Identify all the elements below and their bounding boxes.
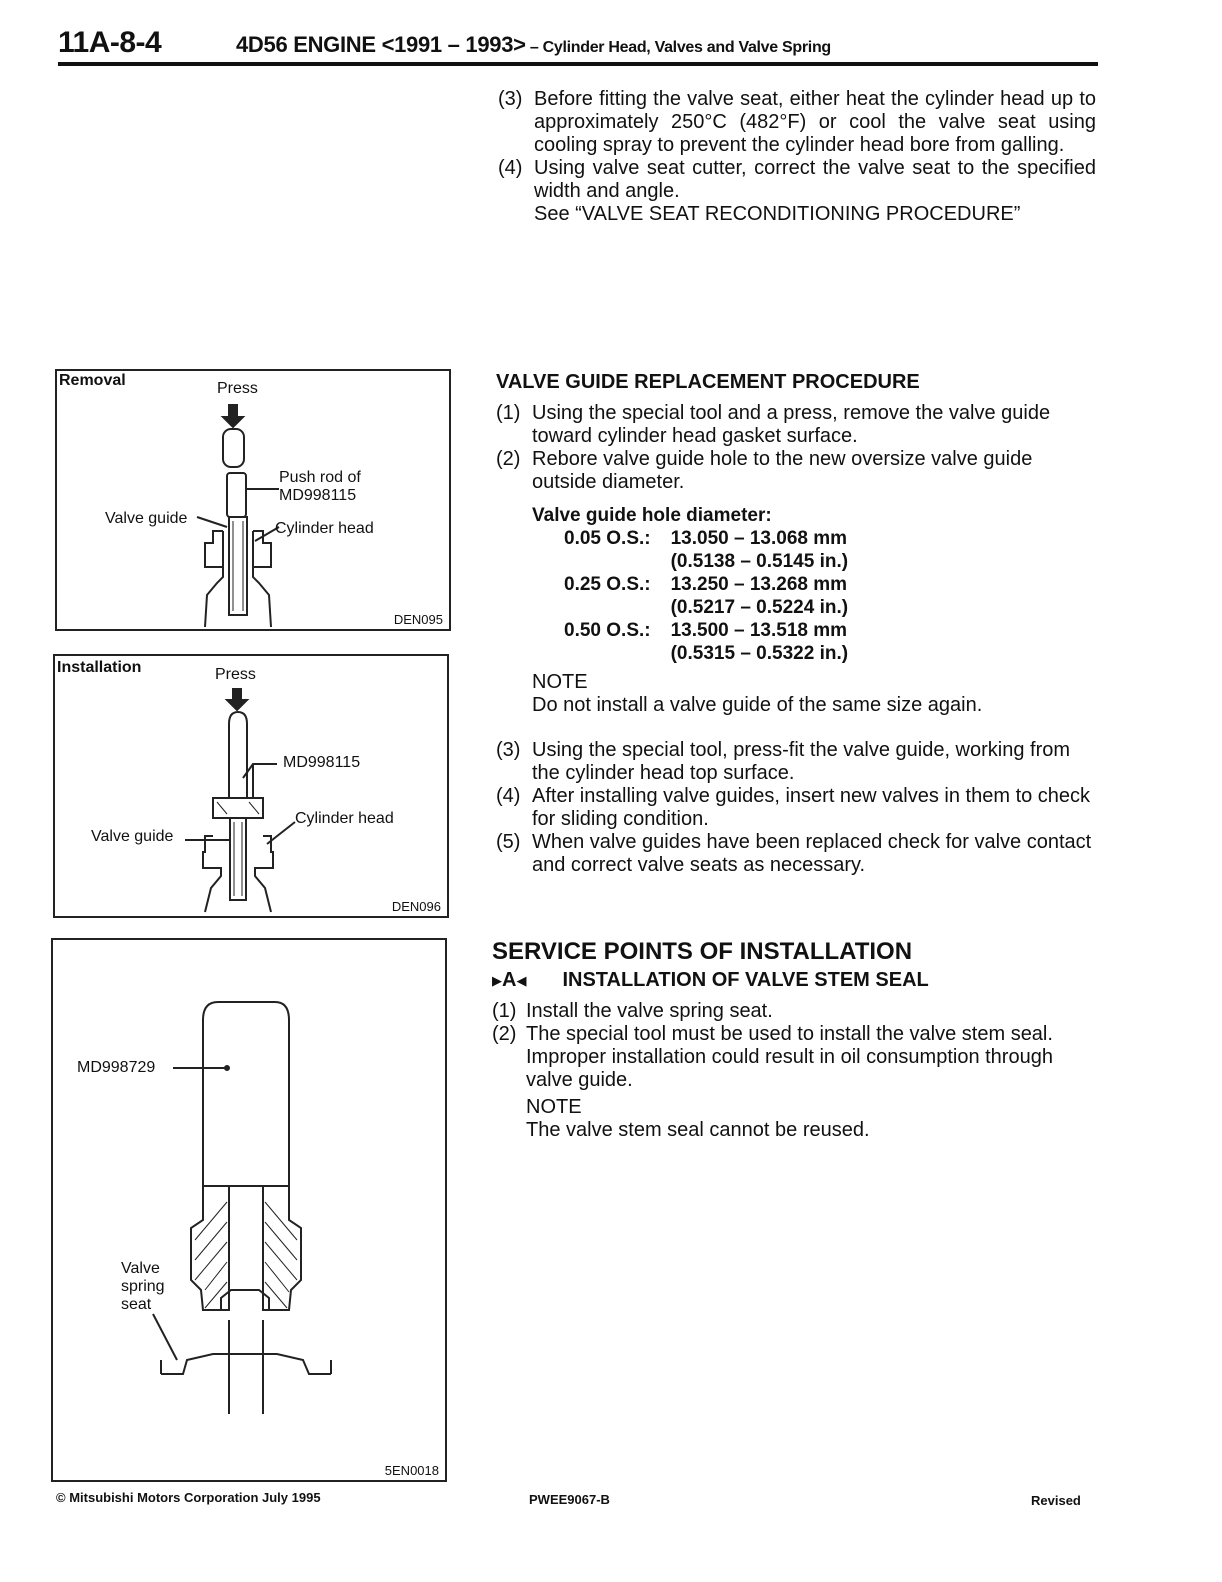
figure-code: 5EN0018 [384, 1463, 439, 1478]
stem-seal-illustration [53, 940, 445, 1480]
seat-label-line: Valve [121, 1260, 160, 1277]
step-item [496, 402, 1094, 448]
cylinder-head-right [253, 531, 271, 627]
step-item [498, 88, 1096, 157]
push-rod-top [223, 429, 244, 467]
note-text: Do not install a valve guide of the same size again. [532, 694, 983, 716]
spec-title: Valve guide hole diameter: [532, 505, 772, 526]
valve-guide [229, 517, 247, 615]
cylinder-head-left [205, 531, 223, 627]
page-number: 11A-8-4 [58, 26, 162, 59]
valve-guide-section [496, 371, 1094, 877]
step-number: (5) [496, 831, 521, 853]
cylinder-head-leader [267, 822, 295, 844]
cylinder-head-label: Cylinder head [275, 520, 374, 537]
title-separator: – [525, 39, 543, 56]
engine-title: 4D56 ENGINE <1991 – 1993> [236, 32, 526, 57]
seat-label-line: spring [121, 1278, 165, 1295]
table-row [564, 619, 848, 665]
spec-value [671, 527, 848, 573]
step-number: (1) [492, 1000, 517, 1022]
spec-inch: (0.5315 – 0.5322 in.) [670, 643, 849, 664]
seat-label [121, 1260, 165, 1314]
figure-installation [53, 654, 449, 918]
note-label: NOTE [526, 1096, 582, 1118]
marker-letter: A [502, 969, 517, 991]
valve-guide [230, 818, 246, 900]
spec-size: 0.25 O.S.: [564, 574, 651, 595]
service-section [492, 940, 1092, 1142]
step-number: (4) [496, 785, 521, 807]
table-row [564, 573, 848, 619]
push-rod-label: Push rod of [279, 469, 361, 486]
see-reference: See “VALVE SEAT RECONDITIONING PROCEDURE” [534, 203, 1021, 225]
spec-block [496, 504, 1094, 717]
marker-badge [492, 969, 526, 992]
figure-code: DEN096 [391, 899, 441, 914]
figure-title: Installation [57, 659, 142, 676]
step-number: (3) [498, 88, 523, 110]
removal-illustration [57, 371, 449, 629]
cylinder-head-label: Cylinder head [295, 810, 394, 827]
step-item [496, 739, 1094, 785]
spec-size: 0.05 O.S.: [564, 528, 651, 549]
step-text: After installing valve guides, insert new valves in them to check for sliding condition. [532, 785, 1091, 830]
figure-removal [55, 369, 451, 631]
spec-mm: 13.050 – 13.068 mm [670, 528, 848, 549]
step-item [492, 1023, 1092, 1092]
press-arrow-icon [223, 405, 243, 427]
tool-label: MD998115 [283, 754, 361, 771]
tool-label: MD998115 [279, 487, 357, 504]
step-text: Rebore valve guide hole to the new oversize valve guide outside diameter. [532, 448, 1033, 493]
table-row [564, 527, 848, 573]
tool-shaft [229, 712, 247, 798]
press-arrow-icon [227, 689, 247, 710]
note-label: NOTE [532, 671, 588, 693]
step-text: The special tool must be used to install the valve stem seal. Improper installation could result in oil consumption through valve guide. [526, 1023, 1053, 1091]
step-item [492, 1000, 1092, 1023]
press-label: Press [215, 666, 256, 683]
tool-collar [213, 798, 263, 818]
step-item [496, 448, 1094, 494]
step-item [496, 831, 1094, 877]
valve-guide-label: Valve guide [91, 828, 174, 845]
collar-right [263, 1186, 301, 1310]
step-item [498, 157, 1096, 203]
cylinder-head-left [203, 836, 221, 912]
spec-mm: 13.500 – 13.518 mm [670, 620, 848, 641]
subheading: INSTALLATION OF VALVE STEM SEAL [562, 969, 929, 991]
figure-code: DEN095 [393, 612, 443, 627]
step-text: When valve guides have been replaced check for valve contact and correct valve seats as necessary. [532, 831, 1092, 876]
step-number: (2) [492, 1023, 517, 1045]
step-item [496, 785, 1094, 831]
step-number: (3) [496, 739, 521, 761]
spring-seat [161, 1354, 331, 1374]
figure-title: Removal [59, 372, 126, 389]
seat-label-line: seat [121, 1296, 152, 1313]
seat-leader [153, 1314, 177, 1360]
spec-mm: 13.250 – 13.268 mm [670, 574, 848, 595]
push-rod-lower [227, 473, 246, 517]
note-text: The valve stem seal cannot be reused. [526, 1119, 870, 1141]
cylinder-head-right [255, 836, 273, 912]
spec-table [564, 527, 848, 665]
spec-inch: (0.5217 – 0.5224 in.) [670, 597, 849, 618]
section-heading: SERVICE POINTS OF INSTALLATION [492, 938, 913, 965]
spec-value [671, 619, 848, 665]
marker-arrow-right-icon: ▶ [492, 973, 502, 988]
installation-illustration [55, 656, 447, 916]
step-text: Using the special tool and a press, remove the valve guide toward cylinder head gasket surface. [532, 402, 1051, 447]
spec-value [671, 573, 848, 619]
section-heading: VALVE GUIDE REPLACEMENT PROCEDURE [496, 371, 920, 393]
top-steps [498, 88, 1096, 226]
figure-stem-seal [51, 938, 447, 1482]
step-number: (1) [496, 402, 521, 424]
section-title: Cylinder Head, Valves and Valve Spring [542, 39, 831, 56]
spec-inch: (0.5138 – 0.5145 in.) [670, 551, 849, 572]
valve-guide-leader [197, 517, 227, 527]
step-number: (4) [498, 157, 523, 179]
footer-revised: Revised [1031, 1493, 1081, 1508]
footer-copyright: © Mitsubishi Motors Corporation July 1995 [56, 1490, 321, 1505]
step-number: (2) [496, 448, 521, 470]
tool-leader [243, 764, 277, 778]
marker-arrow-left-icon: ◀ [516, 973, 527, 988]
step-text: Install the valve spring seat. [526, 1000, 773, 1022]
step-text: Before fitting the valve seat, either heat the cylinder head up to approximately 250°C (482°F) or cool the valve seat using cooling spray to prevent the cylinder head bore from galling. [534, 88, 1096, 156]
tool-label: MD998729 [77, 1059, 156, 1076]
step-text: Using valve seat cutter, correct the valve seat to the specified width and angle. [534, 157, 1096, 202]
collar-left [191, 1186, 229, 1310]
subheading-row [492, 969, 1092, 992]
valve-guide-label: Valve guide [105, 510, 188, 527]
header-rule [58, 62, 1098, 66]
spec-size: 0.50 O.S.: [564, 620, 651, 641]
step-text: Using the special tool, press-fit the valve guide, working from the cylinder head top surface. [532, 739, 1071, 784]
page-title [236, 32, 831, 58]
press-label: Press [217, 380, 258, 397]
tool-body [203, 1002, 289, 1186]
footer-doc-code: PWEE9067-B [529, 1492, 610, 1507]
